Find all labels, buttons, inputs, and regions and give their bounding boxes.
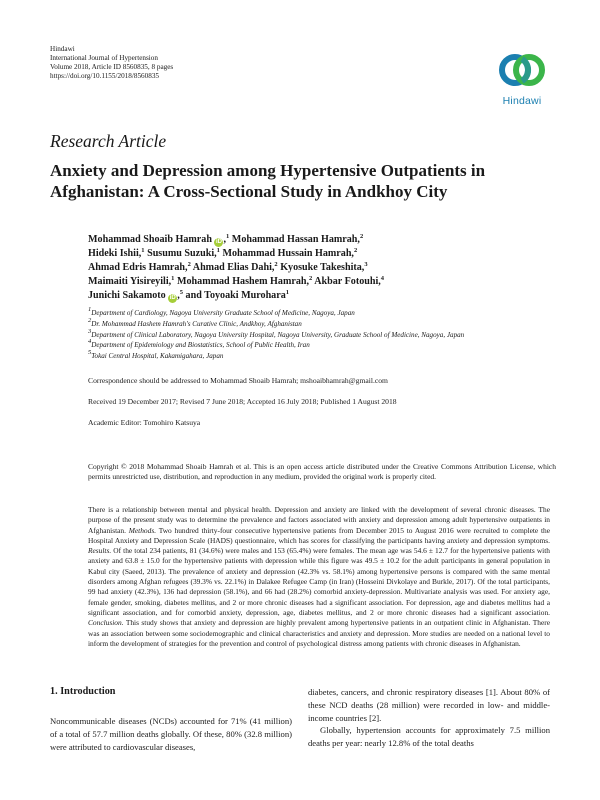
author: Mohammad Hashem Hamrah,$^2$ <box>176 275 313 287</box>
author: Mohammad Hassan Hamrah,$^2$ <box>231 233 364 245</box>
abstract-results-label: Results. <box>88 546 112 556</box>
affiliation: $^1$Department of Cardiology, Nagoya University Graduate School of Medicine, Nagoya, Japan <box>88 306 355 317</box>
affiliation: $^3$Department of Clinical Laboratory, Nagoya University Hospital, Nagoya University, Graduate School of Medicine, Nagoya, Japan <box>88 327 465 339</box>
abstract-conclusion-label: Conclusion. <box>88 618 124 628</box>
correspondence: Correspondence should be addressed to Mohammad Shoaib Hamrah; mshoaibhamrah@gmail.com <box>88 376 388 385</box>
abstract-conclusion: This study shows that anxiety and depression are highly prevalent among hypertensive patients in an outpatient clinic in Afghanistan. There was an association between some sociodemographic and clinical characteristics and anxiety and depression. More studies are needed on a national level to inform the development of strategies for the prevention and control of psychological distress among patients with chronic diseases in Afghanistan. <box>88 618 550 648</box>
orcid-icon[interactable]: iD <box>215 239 222 245</box>
paper-title: Anxiety and Depression among Hypertensive Outpatients in Afghanistan: A Cross-Sectional Study in Andkhoy City <box>50 161 486 201</box>
author: Mohammad Shoaib Hamrah iD ,$^1$ <box>88 233 230 245</box>
author-list <box>88 233 518 303</box>
hindawi-logo[interactable] <box>497 47 547 109</box>
hindawi-logo-icon <box>497 47 547 93</box>
abstract-methods: Two hundred thirty-four consecutive hypertensive patients from December 2015 to August 2016 were recruited to complete the Hospital Anxiety and Depression Scale (HADS) questionnaire, which has scores for classifying the participants having anxiety and depression symptoms. <box>88 525 551 545</box>
abstract-results: Of the total 234 patients, 81 (34.6%) were males and 153 (65.4%) were females. The mean age was 54.6 ± 12.7 for the hypertensive patients with anxiety and 63.8 ± 15.0 for the hypertensive patients with depression while this figure was 49.5 ± 10.2 for the adult participants in general population in Kabul city (Saeed, 2013). The prevalence of anxiety and depression (42.3% vs. 58.1%) among hypertensive persons is compared with the same mental disorders among Afghan refugees (39.3% vs. 22.1%) in Dalakee Refugee Camp (in Iran) (Hosseini Divkolaye and Burkle, 2017). Of the total participants, 99 had anxiety (42.3%), 136 had depression (58.1%), and 66 had (28.2%) comorbid anxiety-depression. Multivariate analysis was used. For anxiety age, female gender, smoking, diabetes mellitus, and 2 or more chronic diseases had a significant association. For depression, age and diabetes mellitus had a significant association, and for comorbid anxiety, depression, age, diabetes mellitus, and 2 or more chronic diseases had a significant association. <box>88 546 550 617</box>
article-dates: Received 19 December 2017; Revised 7 June 2018; Accepted 16 July 2018; Published 1 August 2018 <box>88 397 397 406</box>
author: Ahmad Elias Dahi,$^2$ <box>192 261 278 273</box>
academic-editor: Academic Editor: Tomohiro Katsuya <box>88 418 201 427</box>
author: Mohammad Hussain Hamrah,$^2$ <box>222 247 358 259</box>
abstract-methods-label: Methods. <box>128 525 157 535</box>
abstract <box>88 505 550 649</box>
section-heading: 1. Introduction <box>50 686 116 697</box>
doi-link[interactable]: https://doi.org/10.1155/2018/8560835 <box>50 72 160 80</box>
journal-info <box>50 45 173 81</box>
orcid-icon[interactable]: iD <box>169 295 176 301</box>
author: Junichi Sakamoto iD ,$^5$ <box>88 289 183 301</box>
body-column-left <box>50 715 292 753</box>
journal-name: International Journal of Hypertension <box>50 54 158 62</box>
article-type: Research Article <box>50 131 167 151</box>
author: Maimaiti Yisireyili,$^1$ <box>88 275 175 287</box>
affiliation: $^4$Department of Epidemiology and Biostatistics, School of Public Health, Iran <box>88 338 310 350</box>
affiliation-list <box>88 308 558 362</box>
author: Ahmad Edris Hamrah,$^2$ <box>88 261 191 273</box>
body-paragraph: diabetes, cancers, and chronic respiratory diseases [1]. About 80% of these NCD deaths (28 million) were recorded in low- and middle-income countries [2]. <box>308 687 550 723</box>
body-paragraph: Noncommunicable diseases (NCDs) accounted for 71% (41 million) of a total of 57.7 million deaths globally. Of these, 80% (32.8 million) were attributed to cardiovascular diseases, <box>50 716 292 752</box>
logo-wordmark: Hindawi <box>502 95 542 107</box>
volume-line: Volume 2018, Article ID 8560835, 8 pages <box>50 63 174 71</box>
author: Susumu Suzuki,$^1$ <box>147 247 220 259</box>
publisher-name: Hindawi <box>50 45 75 53</box>
body-column-right <box>308 686 550 750</box>
body-paragraph: Globally, hypertension accounts for approximately 7.5 million deaths per year: nearly 12.8% of the total deaths <box>308 725 550 749</box>
author: Kyosuke Takeshita,$^3$ <box>280 261 368 273</box>
affiliation: $^2$Dr. Mohammad Hashem Hamrah's Curative Clinic, Andkhoy, Afghanistan <box>88 316 302 328</box>
author: Akbar Fotouhi,$^4$ <box>314 275 385 287</box>
abstract-background: There is a relationship between mental and physical health. Depression and anxiety are linked with the development of several chronic diseases. The purpose of the present study was to determine the prevalence and factors associated with anxiety and depression among adult hypertensive outpatients in Afghanistan. <box>88 505 550 535</box>
affiliation: $^5$Tokai Central Hospital, Kakamigahara, Japan <box>88 349 224 361</box>
author: Hideki Ishii,$^1$ <box>88 247 145 259</box>
author: and Toyoaki Murohara$^1$ <box>185 289 290 301</box>
copyright-notice: Copyright © 2018 Mohammad Shoaib Hamrah et al. This is an open access article distributed under the Creative Commons Attribution License, which permits unrestricted use, distribution, and reproduction in any medium, provided the original work is properly cited. <box>88 462 556 482</box>
